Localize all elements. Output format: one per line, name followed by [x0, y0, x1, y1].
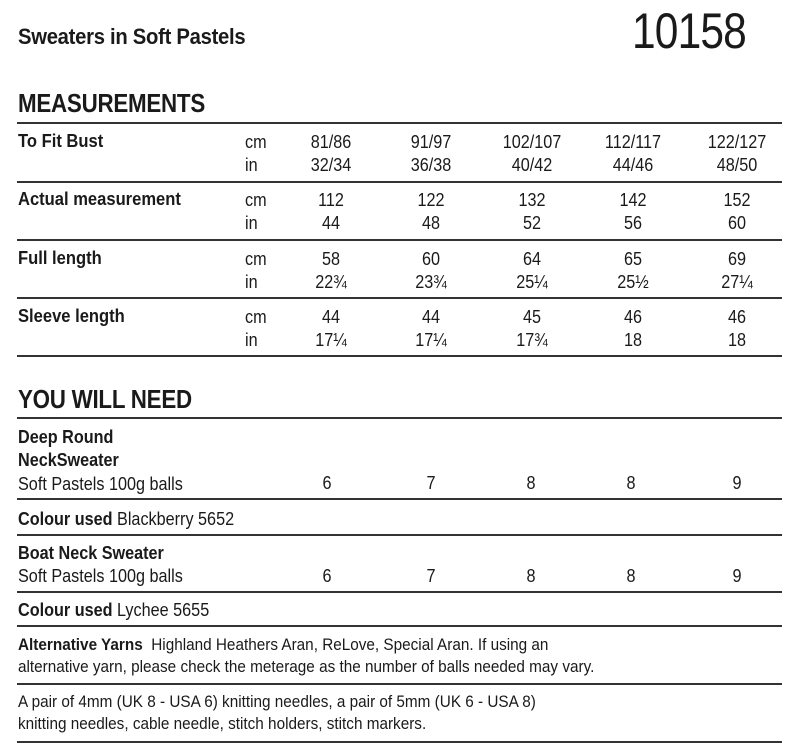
divider: [17, 534, 782, 536]
quantity: 9: [732, 566, 742, 586]
cell: 102/107: [502, 132, 562, 152]
cell: 132: [518, 190, 546, 210]
quantity: 8: [626, 473, 636, 493]
cell: 23¾: [415, 272, 447, 292]
colour-used: [18, 509, 234, 530]
divider: [17, 498, 782, 500]
cell: 18: [623, 330, 643, 350]
quantity: 6: [322, 473, 332, 493]
quantity: 8: [526, 566, 536, 586]
cell: 27¼: [721, 272, 753, 292]
colour-label: Colour used: [18, 600, 113, 620]
unit-cm: cm: [245, 249, 267, 269]
cell: 17¼: [315, 330, 347, 350]
cell: 45: [522, 307, 542, 327]
cell: 44: [421, 307, 441, 327]
cell: 112/117: [604, 132, 662, 152]
cell: 112: [318, 190, 344, 210]
cell: 69: [727, 249, 747, 269]
item-name: NeckSweater: [18, 450, 119, 470]
cell: 44: [321, 213, 341, 233]
unit-in: in: [245, 330, 258, 350]
unit-cm: cm: [245, 132, 267, 152]
divider: [17, 625, 782, 627]
cell: 60: [727, 213, 747, 233]
unit-cm: cm: [245, 307, 267, 327]
cell: 25¼: [516, 272, 548, 292]
cell: 122: [417, 190, 445, 210]
cell: 17¼: [415, 330, 447, 350]
divider: [17, 181, 782, 183]
divider: [17, 355, 782, 357]
alternative-yarns-label: Alternative Yarns: [18, 635, 143, 654]
cell: 122/127: [707, 132, 767, 152]
cell: 52: [522, 213, 542, 233]
cell: 48: [421, 213, 441, 233]
unit-in: in: [245, 155, 258, 175]
cell: 25½: [617, 272, 649, 292]
row-label: Actual measurement: [18, 189, 181, 209]
unit-cm: cm: [245, 190, 267, 210]
pattern-number: 10158: [632, 3, 746, 59]
cell: 58: [321, 249, 341, 269]
colour-value: Lychee 5655: [117, 600, 210, 620]
quantity: 6: [322, 566, 332, 586]
divider: [17, 297, 782, 299]
alternative-yarns-text: Highland Heathers Aran, ReLove, Special Aran. If using an: [151, 635, 549, 654]
row-label: Sleeve length: [18, 306, 125, 326]
cell: 46: [727, 307, 747, 327]
quantity: 8: [626, 566, 636, 586]
yarn-label: Soft Pastels 100g balls: [18, 566, 183, 586]
cell: 48/50: [716, 155, 758, 175]
colour-value: Blackberry 5652: [117, 509, 235, 529]
colour-label: Colour used: [18, 509, 113, 529]
quantity: 7: [426, 566, 436, 586]
cell: 56: [623, 213, 643, 233]
cell: 18: [727, 330, 747, 350]
divider: [17, 122, 782, 124]
pattern-title: Sweaters in Soft Pastels: [18, 24, 246, 49]
cell: 44: [321, 307, 341, 327]
cell: 32/34: [310, 155, 352, 175]
quantity: 7: [426, 473, 436, 493]
divider: [17, 741, 782, 743]
divider: [17, 239, 782, 241]
item-name: Deep Round: [18, 427, 114, 447]
cell: 142: [619, 190, 647, 210]
cell: 60: [421, 249, 441, 269]
quantity: 9: [732, 473, 742, 493]
alternative-yarns-text: alternative yarn, please check the meterage as the number of balls needed may vary.: [18, 657, 595, 676]
cell: 64: [522, 249, 542, 269]
cell: 152: [723, 190, 751, 210]
cell: 17¾: [516, 330, 548, 350]
cell: 44/46: [612, 155, 654, 175]
colour-used: [18, 600, 209, 621]
cell: 36/38: [410, 155, 452, 175]
row-label: Full length: [18, 248, 102, 268]
you-will-need-heading: YOU WILL NEED: [18, 384, 192, 414]
cell: 91/97: [410, 132, 452, 152]
item-name: Boat Neck Sweater: [18, 543, 164, 563]
cell: 81/86: [310, 132, 352, 152]
cell: 46: [623, 307, 643, 327]
divider: [17, 417, 782, 419]
unit-in: in: [245, 272, 258, 292]
needles-text: knitting needles, cable needle, stitch holders, stitch markers.: [18, 714, 427, 733]
unit-in: in: [245, 213, 258, 233]
yarn-label: Soft Pastels 100g balls: [18, 474, 183, 494]
needles-text: A pair of 4mm (UK 8 - USA 6) knitting needles, a pair of 5mm (UK 6 - USA 8): [18, 692, 536, 711]
quantity: 8: [526, 473, 536, 493]
divider: [17, 683, 782, 685]
alternative-yarns: [18, 635, 548, 655]
cell: 22¾: [315, 272, 347, 292]
divider: [17, 591, 782, 593]
row-label: To Fit Bust: [18, 131, 104, 151]
measurements-heading: MEASUREMENTS: [18, 88, 205, 118]
cell: 65: [623, 249, 643, 269]
cell: 40/42: [511, 155, 553, 175]
